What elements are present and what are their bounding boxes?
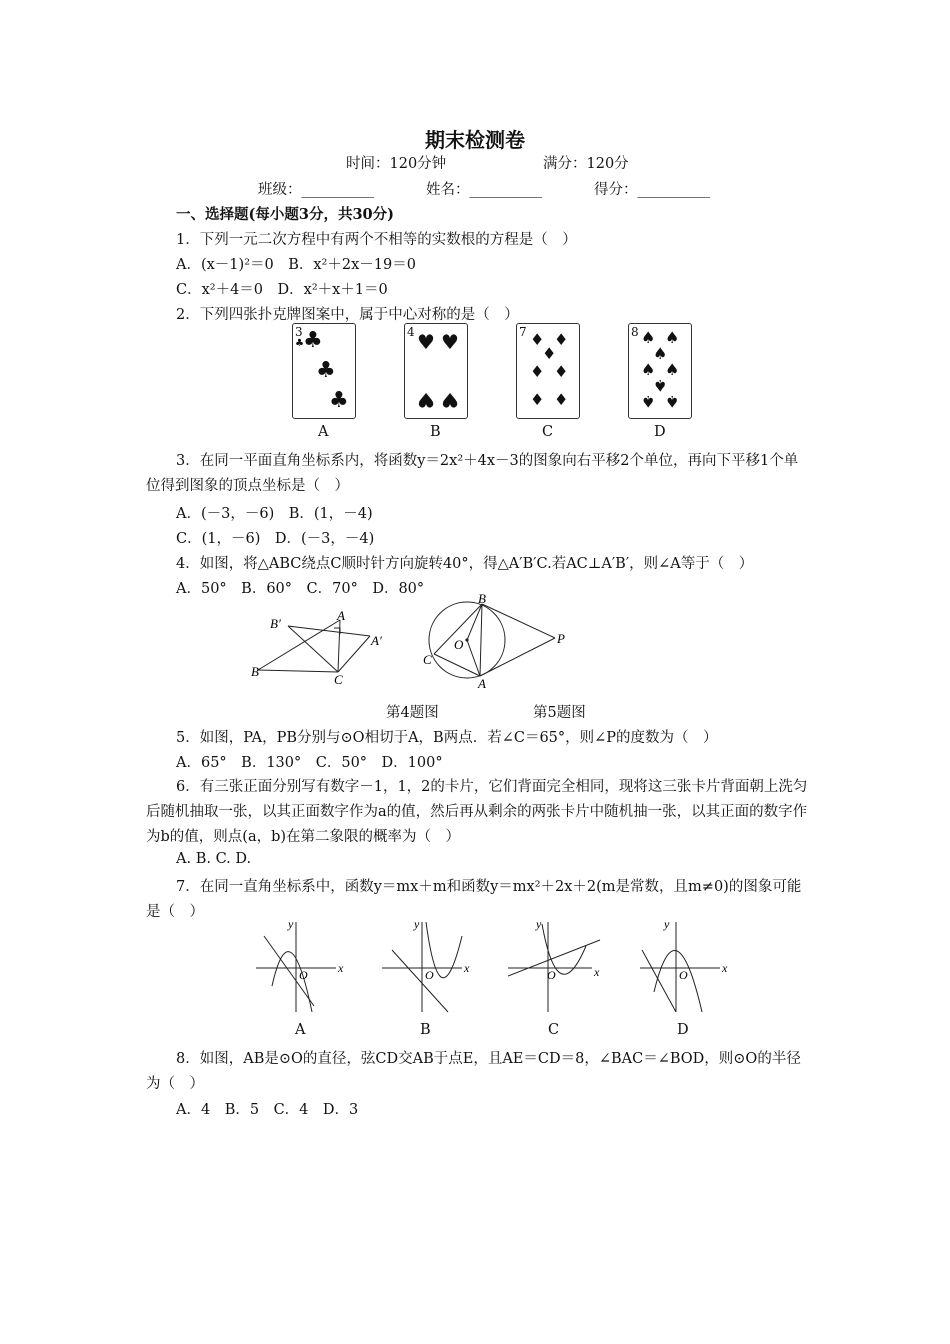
graph-d (636, 916, 732, 1018)
diamond-icon: ♦ (530, 362, 545, 381)
section-heading: 一、选择题(每小题3分，共30分) (176, 206, 394, 223)
question-6-options: A. B. C. D. (176, 851, 252, 867)
question-4-stem: 4．如图，将△ABC绕点C顺时针方向旋转40°，得△A′B′C.若AC⊥A′B′，则∠A等于（ ） (176, 556, 754, 572)
origin-label: O (425, 968, 434, 982)
question-8-stem: 8．如图，AB是⊙O的直径，弦CD交AB于点E，且AE＝CD＝8，∠BAC＝∠BOD，则⊙O的半径为（ ） (146, 1051, 801, 1092)
label-c: C (334, 672, 343, 686)
full-score-info: 满分：120分 (543, 156, 629, 172)
club-icon: ♣ (316, 358, 336, 383)
spade-icon: ♠ (641, 360, 656, 379)
question-2-stem: 2．下列四张扑克牌图案中，属于中心对称的是（ ） (176, 307, 519, 323)
card-a (292, 323, 356, 419)
question-6-stem: 6．有三张正面分别写有数字－1，1，2的卡片，它们背面完全相同，现将这三张卡片背面朝上洗匀后随机抽取一张，以其正面数字作为a的值，然后再从剩余的两张卡片中随机抽一张，以其正面的数字作为b的值，则点(a，b)在第二象限的概率为（ ） (146, 779, 808, 845)
spade-icon: ♠ (665, 392, 680, 411)
figure-4-caption: 第4题图 (386, 705, 439, 721)
graph-c (504, 916, 604, 1018)
graph-a (252, 916, 348, 1018)
card-b-label: B (430, 424, 441, 440)
spade-icon: ♠ (653, 376, 668, 395)
y-axis-label: y (288, 917, 294, 931)
name-field: 姓名：__________ (426, 182, 542, 198)
card-d (628, 323, 692, 419)
question-4-options: A．50° B．60° C．70° D．80° (176, 581, 425, 597)
question-5-options: A．65° B．130° C．50° D．100° (176, 755, 443, 771)
heart-icon: ♥ (441, 330, 459, 354)
card-c (516, 323, 580, 419)
question-3-options-ab: A．(－3，－6) B．(1，－4) (176, 506, 373, 522)
club-icon: ♣ (303, 328, 323, 353)
heart-icon: ♥ (417, 330, 435, 354)
card-d-label: D (654, 424, 666, 440)
diamond-icon: ♦ (554, 390, 569, 409)
question-1-options-ab: A．(x－1)²＝0 B．x²＋2x－19＝0 (176, 257, 416, 273)
card-c-label: C (542, 424, 554, 440)
label-o: O (454, 637, 464, 652)
origin-label: O (547, 968, 556, 982)
heart-icon: ♥ (417, 388, 435, 412)
label-b: B (251, 664, 259, 679)
question-5-stem: 5．如图，PA，PB分别与⊙O相切于A，B两点．若∠C＝65°，则∠P的度数为（ ） (176, 730, 718, 746)
diamond-icon: ♦ (554, 362, 569, 381)
question-8-options: A．4 B．5 C．4 D．3 (176, 1102, 359, 1118)
diamond-icon: ♦ (530, 330, 545, 349)
label-a: A (478, 676, 486, 688)
figure-4 (248, 606, 398, 686)
label-b: B (478, 592, 486, 606)
graph-a-label: A (295, 1022, 306, 1038)
question-3-options-cd: C．(1，－6) D．(－3，－4) (176, 531, 375, 547)
heart-icon: ♥ (441, 388, 459, 412)
y-axis-label: y (536, 917, 542, 931)
origin-label: O (679, 968, 688, 982)
label-a: A (337, 608, 345, 623)
spade-icon: ♠ (641, 328, 656, 347)
club-icon: ♣ (295, 338, 304, 349)
page-title: 期末检测卷 (425, 128, 525, 152)
class-field: 班级：__________ (258, 182, 374, 198)
card-b-rank: 4 (407, 325, 415, 339)
y-axis-label: y (664, 917, 670, 931)
graph-b (378, 916, 474, 1018)
x-axis-label: x (338, 961, 344, 975)
graph-b-label: B (420, 1022, 431, 1038)
origin-label: O (299, 968, 308, 982)
spade-icon: ♠ (653, 344, 668, 363)
label-a-prime: A′ (371, 633, 382, 648)
card-a-rank: 3 (295, 325, 303, 339)
figure-5-caption: 第5题图 (533, 705, 586, 721)
diamond-icon: ♦ (542, 344, 557, 363)
time-info: 时间：120分钟 (346, 156, 447, 172)
club-icon: ♣ (329, 388, 349, 413)
card-b (404, 323, 468, 419)
question-7-stem: 7．在同一直角坐标系中，函数y＝mx＋m和函数y＝mx²＋2x＋2(m是常数，且m≠0)的图象可能是（ ） (146, 879, 802, 920)
card-a-label: A (318, 424, 329, 440)
label-b-prime: B′ (270, 616, 281, 631)
label-c: C (423, 652, 432, 667)
graph-c-label: C (548, 1022, 560, 1038)
card-d-rank: 8 (631, 325, 639, 339)
score-field: 得分：__________ (594, 182, 710, 198)
card-c-rank: 7 (519, 325, 527, 339)
x-axis-label: x (594, 965, 600, 979)
y-axis-label: y (414, 917, 420, 931)
spade-icon: ♠ (641, 392, 656, 411)
spade-icon: ♠ (665, 328, 680, 347)
figure-5 (420, 592, 580, 688)
question-3-stem: 3．在同一平面直角坐标系内，将函数y＝2x²＋4x－3的图象向右平移2个单位，再向下平移1个单位得到图象的顶点坐标是（ ） (146, 453, 799, 494)
x-axis-label: x (722, 961, 728, 975)
spade-icon: ♠ (665, 360, 680, 379)
x-axis-label: x (464, 961, 470, 975)
question-1-options-cd: C．x²＋4＝0 D．x²＋x＋1＝0 (176, 282, 388, 298)
diamond-icon: ♦ (554, 330, 569, 349)
graph-d-label: D (677, 1022, 689, 1038)
label-p: P (557, 631, 565, 646)
diamond-icon: ♦ (530, 390, 545, 409)
question-1-stem: 1．下列一元二次方程中有两个不相等的实数根的方程是（ ） (176, 232, 577, 248)
